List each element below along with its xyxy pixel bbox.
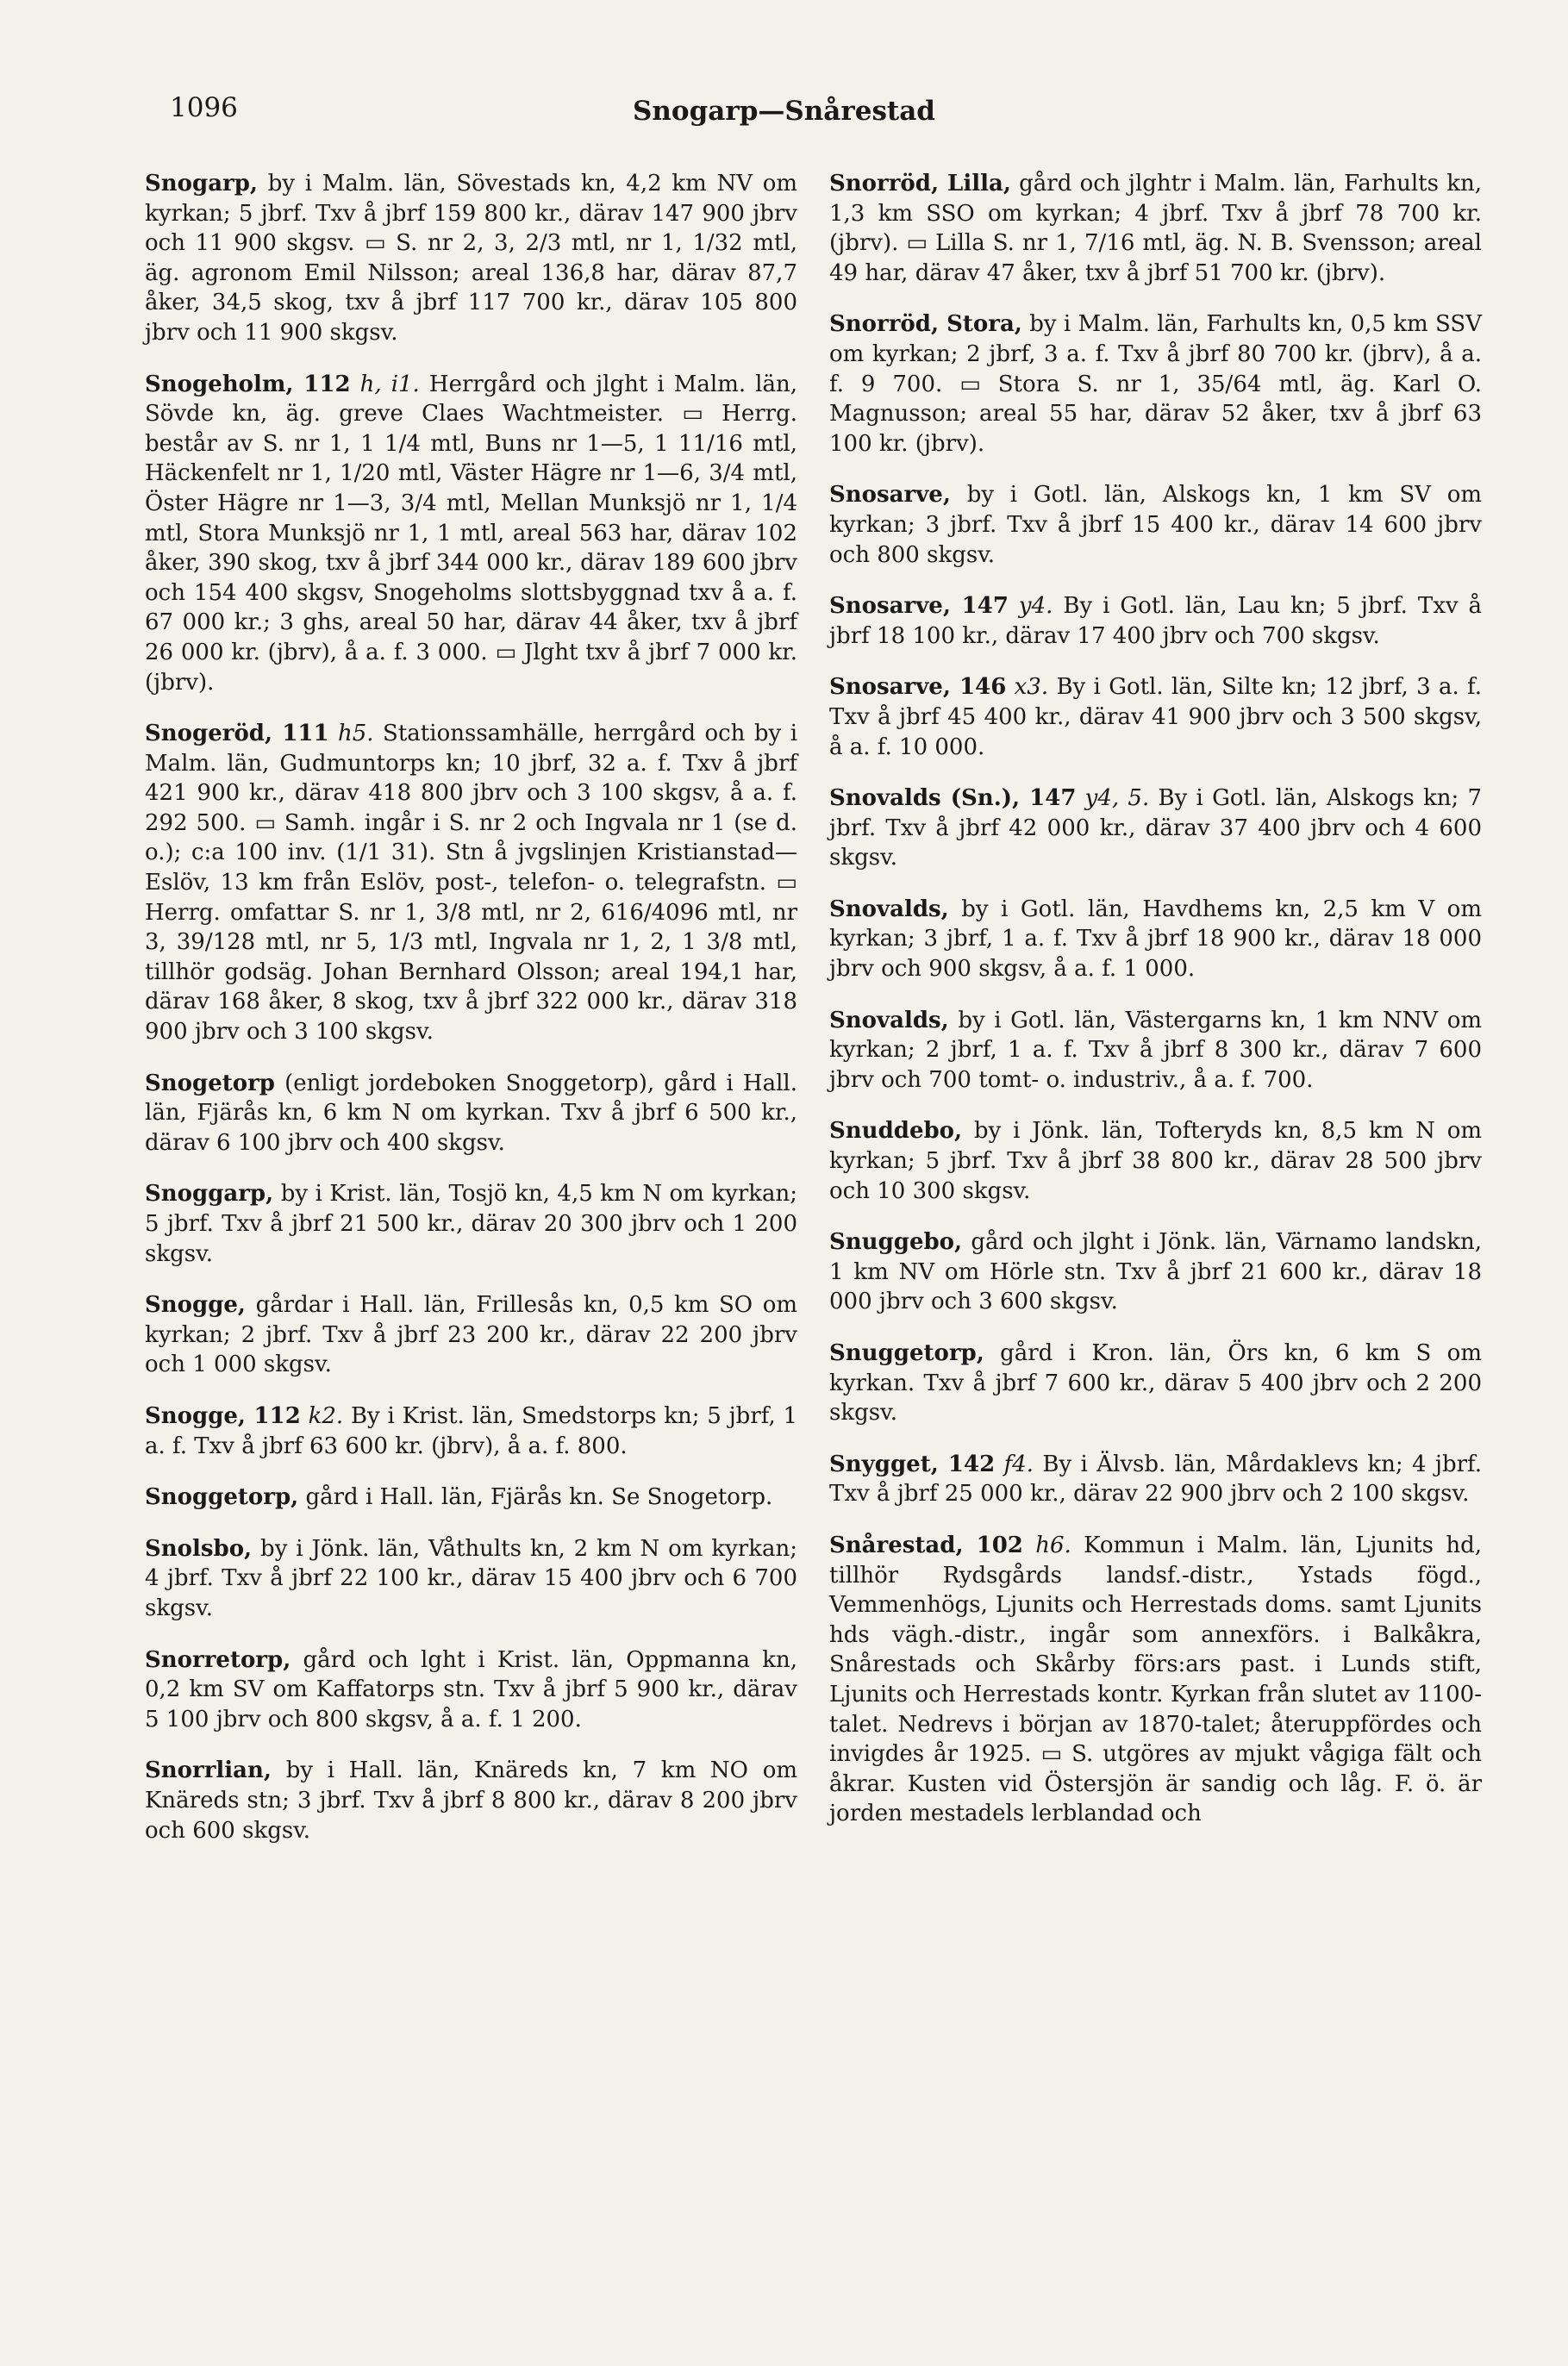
right-column: [829, 169, 1482, 1851]
entry-snogge-krist: [145, 1401, 797, 1461]
entry-headword: Snovalds,: [829, 1007, 949, 1033]
entry-text: By i Gotl. län, Silte kn; 12 jbrf, 3 a. f. Txv å jbrf 45 400 kr., därav 41 900 jbrv och 3 500 skgsv, å a. f. 10 000.: [829, 674, 1483, 760]
left-column: [145, 169, 797, 1867]
map-reference: x3.: [1014, 674, 1049, 701]
entry-headword: Snovalds (Sn.), 147: [829, 785, 1077, 812]
entry-text: (enligt jordeboken Snoggetorp), gård i Hall. län, Fjärås kn, 6 km N om kyrkan. Txv å jbrf 6 500 kr., därav 6 100 jbrv och 400 skgsv.: [145, 1070, 798, 1156]
map-reference: h5.: [338, 721, 374, 747]
entry-text: By i Gotl. län, Lau kn; 5 jbrf. Txv å jbrf 18 100 kr., därav 17 400 jbrv och 700 skgsv.: [829, 593, 1483, 649]
entry-text: by i Malm. län, Farhults kn, 0,5 km SSV om kyrkan; 2 jbrf, 3 a. f. Txv å jbrf 80 700 kr. (jbrv), å a. f. 9 700. ▭ Stora S. nr 1, 35/64 mtl, äg. Karl O. Magnusson; areal 55 har, därav 52 åker, txv å jbrf 63 100 kr. (jbrv).: [829, 311, 1482, 457]
entry-snoggarp: [145, 1179, 797, 1269]
entry-text: Herrgård och jlght i Malm. län, Sövde kn, äg. greve Claes Wachtmeister. ▭ Herrg. består av S. nr 1, 1 1/4 mtl, Buns nr 1—5, 1 11/16 mtl, Häckenfelt nr 1, 1/20 mtl, Väster Hägre nr 1—6, 3/4 mtl, Öster Hägre nr 1—3, 3/4 mtl, Mellan Munksjö nr 1, 1/4 mtl, Stora Munksjö nr 1, 1 mtl, areal 563 har, därav 102 åker, 390 skog, txv å jbrf 344 000 kr., därav 189 600 jbrv och 154 400 skgsv, Snogeholms slottsbyggnad txv å a. f. 67 000 kr.; 3 ghs, areal 50 har, därav 44 åker, txv å jbrf 26 000 kr. (jbrv), å a. f. 3 000. ▭ Jlght txv å jbrf 7 000 kr. (jbrv).: [145, 371, 797, 696]
entry-snosarve-lau: [829, 591, 1482, 651]
entry-text: by i Jönk. län, Tofteryds kn, 8,5 km N om kyrkan; 5 jbrf. Txv å jbrf 38 800 kr., därav 28 500 jbrv och 10 300 skgsv.: [829, 1118, 1482, 1204]
entry-snogerod: [145, 719, 797, 1047]
entry-snorrlian: [145, 1756, 797, 1845]
running-head: Snogarp—Snårestad: [633, 96, 935, 127]
entry-snovalds-havdhem: [829, 895, 1482, 984]
entry-headword: Snuggebo,: [829, 1229, 963, 1256]
entry-snorrod-lilla: [829, 169, 1482, 288]
entry-headword: Snogetorp: [145, 1070, 275, 1096]
entry-snuggebo: [829, 1227, 1482, 1317]
entry-headword: Snårestad, 102: [829, 1532, 1023, 1558]
entry-text: by i Krist. län, Tosjö kn, 4,5 km N om kyrkan; 5 jbrf. Txv å jbrf 21 500 kr., därav 20 300 jbrv och 1 200 skgsv.: [145, 1181, 798, 1267]
entry-snogge-hall: [145, 1290, 797, 1380]
entry-headword: Snogge,: [145, 1292, 246, 1319]
entry-headword: Snygget, 142: [829, 1451, 996, 1477]
map-reference: h6.: [1035, 1532, 1071, 1558]
entry-snuddebo: [829, 1116, 1482, 1206]
entry-snorrod-stora: [829, 309, 1482, 459]
entry-text: By i Krist. län, Smedstorps kn; 5 jbrf, 1 a. f. Txv å jbrf 63 600 kr. (jbrv), å a. f. 800.: [145, 1402, 798, 1459]
entry-snogetorp: [145, 1069, 797, 1158]
map-reference: y4.: [1018, 593, 1053, 620]
entry-snorretorp: [145, 1645, 797, 1735]
entry-headword: Snogge, 112: [145, 1402, 301, 1429]
entry-text: gårdar i Hall. län, Frillesås kn, 0,5 km SO om kyrkan; 2 jbrf. Txv å jbrf 23 200 kr., därav 22 200 jbrv och 1 000 skgsv.: [145, 1292, 798, 1378]
entry-headword: Snogarp,: [145, 171, 258, 197]
entry-headword: Snorröd, Lilla,: [829, 171, 1011, 197]
entry-snarestad: [829, 1531, 1482, 1829]
map-reference: y4, 5.: [1084, 785, 1150, 812]
entry-headword: Snoggarp,: [145, 1181, 274, 1208]
entry-text: by i Jönk. län, Våthults kn, 2 km N om kyrkan; 4 jbrf. Txv å jbrf 22 100 kr., därav 15 400 jbrv och 6 700 skgsv.: [145, 1535, 797, 1621]
entry-text: by i Gotl. län, Alskogs kn, 1 km SV om kyrkan; 3 jbrf. Txv å jbrf 15 400 kr., därav 14 600 jbrv och 800 skgsv.: [829, 482, 1483, 568]
entry-headword: Snorretorp,: [145, 1646, 291, 1673]
entry-text: gård och jlghtr i Malm. län, Farhults kn, 1,3 km SSO om kyrkan; 4 jbrf. Txv å jbrf 78 700 kr. (jbrv). ▭ Lilla S. nr 1, 7/16 mtl, äg. N. B. Svensson; areal 49 har, därav 47 åker, txv å jbrf 51 700 kr. (jbrv).: [829, 171, 1482, 286]
entry-text: By i Gotl. län, Alskogs kn; 7 jbrf. Txv å jbrf 42 000 kr., därav 37 400 jbrv och 4 600 skgsv.: [829, 785, 1483, 871]
entry-snolsbo: [145, 1534, 797, 1624]
entry-headword: Snosarve, 147: [829, 593, 1009, 620]
entry-text: by i Malm. län, Sövestads kn, 4,2 km NV om kyrkan; 5 jbrf. Txv å jbrf 159 800 kr., därav 147 900 jbrv och 11 900 skgsv. ▭ S. nr 2, 3, 2/3 mtl, nr 1, 1/32 mtl, äg. agronom Emil Nilsson; areal 136,8 har, därav 87,7 åker, 34,5 skog, txv å jbrf 117 700 kr., därav 105 800 jbrv och 11 900 skgsv.: [145, 171, 797, 346]
entry-text: gård i Hall. län, Fjärås kn. Se Snogetorp.: [305, 1484, 773, 1511]
entry-snosarve-silte: [829, 672, 1482, 762]
entry-headword: Snogeholm, 112: [145, 371, 351, 397]
entry-text: by i Gotl. län, Havdhems kn, 2,5 km V om kyrkan; 3 jbrf, 1 a. f. Txv å jbrf 18 900 kr., därav 18 000 jbrv och 900 skgsv, å a. f. 1 000.: [829, 896, 1482, 983]
entry-snovalds-sn: [829, 783, 1482, 873]
entry-headword: Snolsbo,: [145, 1535, 253, 1562]
entry-text: gård och jlght i Jönk. län, Värnamo landskn, 1 km NV om Hörle stn. Txv å jbrf 21 600 kr., därav 18 000 jbrv och 3 600 skgsv.: [829, 1229, 1482, 1315]
entry-headword: Snuddebo,: [829, 1118, 963, 1145]
map-reference: k2.: [308, 1402, 344, 1429]
entry-snosarve-alskog: [829, 480, 1482, 570]
entry-snygget: [829, 1450, 1482, 1509]
entry-snoggetorp: [145, 1483, 797, 1513]
entry-headword: Snosarve,: [829, 482, 951, 509]
entry-snogeholm: [145, 370, 797, 698]
entry-text: Kommun i Malm. län, Ljunits hd, tillhör Rydsgårds landsf.-distr., Ystads fögd., Vemmenhögs, Ljunits och Herrestads doms. samt Ljunits hds vägh.-distr., ingår som annexförs. i Balkåkra, Snårestads och Skårby förs:ars past. i Lunds stift, Ljunits och Herrestads kontr. Kyrkan från slutet av 1100-talet. Nedrevs i början av 1870-talet; återuppfördes och invigdes år 1925. ▭ S. utgöres av mjukt vågiga fält och åkrar. Kusten vid Östersjön är sandig och låg. F. ö. är jorden mestadels lerblandad och: [829, 1532, 1482, 1827]
entry-headword: Snorröd, Stora,: [829, 311, 1022, 338]
entry-headword: Snovalds,: [829, 896, 949, 922]
entry-text: gård och lght i Krist. län, Oppmanna kn, 0,2 km SV om Kaffatorps stn. Txv å jbrf 5 900 kr., därav 5 100 jbrv och 800 skgsv, å a. f. 1 200.: [145, 1646, 798, 1732]
entry-text: gård i Kron. län, Örs kn, 6 km S om kyrkan. Txv å jbrf 7 600 kr., därav 5 400 jbrv och 2 200 skgsv.: [829, 1340, 1482, 1426]
entry-text: Stationssamhälle, herrgård och by i Malm. län, Gudmuntorps kn; 10 jbrf, 32 a. f. Txv å jbrf 421 900 kr., därav 418 800 jbrv och 3 100 skgsv, å a. f. 292 500. ▭ Samh. ingår i S. nr 2 och Ingvala nr 1 (se d. o.); c:a 100 inv. (1/1 31). Stn å jvgslinjen Kristianstad—Eslöv, 13 km från Eslöv, post-, telefon- o. telegrafstn. ▭ Herrg. omfattar S. nr 1, 3/8 mtl, nr 2, 616/4096 mtl, nr 3, 39/128 mtl, nr 5, 1/3 mtl, Ingvala nr 1, 2, 1 3/8 mtl, tillhör godsäg. Johan Bernhard Olsson; areal 194,1 har, därav 168 åker, 8 skog, txv å jbrf 322 000 kr., därav 318 900 jbrv och 3 100 skgsv.: [145, 721, 798, 1046]
entry-headword: Snogeröd, 111: [145, 721, 329, 747]
map-reference: f4.: [1003, 1451, 1034, 1477]
entry-snogarp: [145, 169, 797, 348]
entry-headword: Snoggetorp,: [145, 1484, 299, 1511]
entry-snuggetorp: [829, 1339, 1482, 1428]
entry-headword: Snuggetorp,: [829, 1340, 984, 1366]
entry-text: By i Älvsb. län, Mårdaklevs kn; 4 jbrf. Txv å jbrf 25 000 kr., därav 22 900 jbrv och 2 100 skgsv.: [829, 1451, 1483, 1508]
page-number: 1096: [170, 92, 238, 123]
map-reference: h, i1.: [359, 371, 420, 397]
entry-headword: Snorrlian,: [145, 1757, 272, 1784]
entry-text: by i Gotl. län, Västergarns kn, 1 km NNV om kyrkan; 2 jbrf, 1 a. f. Txv å jbrf 8 300 kr., därav 7 600 jbrv och 700 tomt- o. industriv., å a. f. 700.: [829, 1007, 1483, 1093]
entry-snovalds-vastergarn: [829, 1006, 1482, 1096]
entry-headword: Snosarve, 146: [829, 674, 1007, 701]
entry-text: by i Hall. län, Knäreds kn, 7 km NO om Knäreds stn; 3 jbrf. Txv å jbrf 8 800 kr., därav 8 200 jbrv och 600 skgsv.: [145, 1757, 797, 1844]
